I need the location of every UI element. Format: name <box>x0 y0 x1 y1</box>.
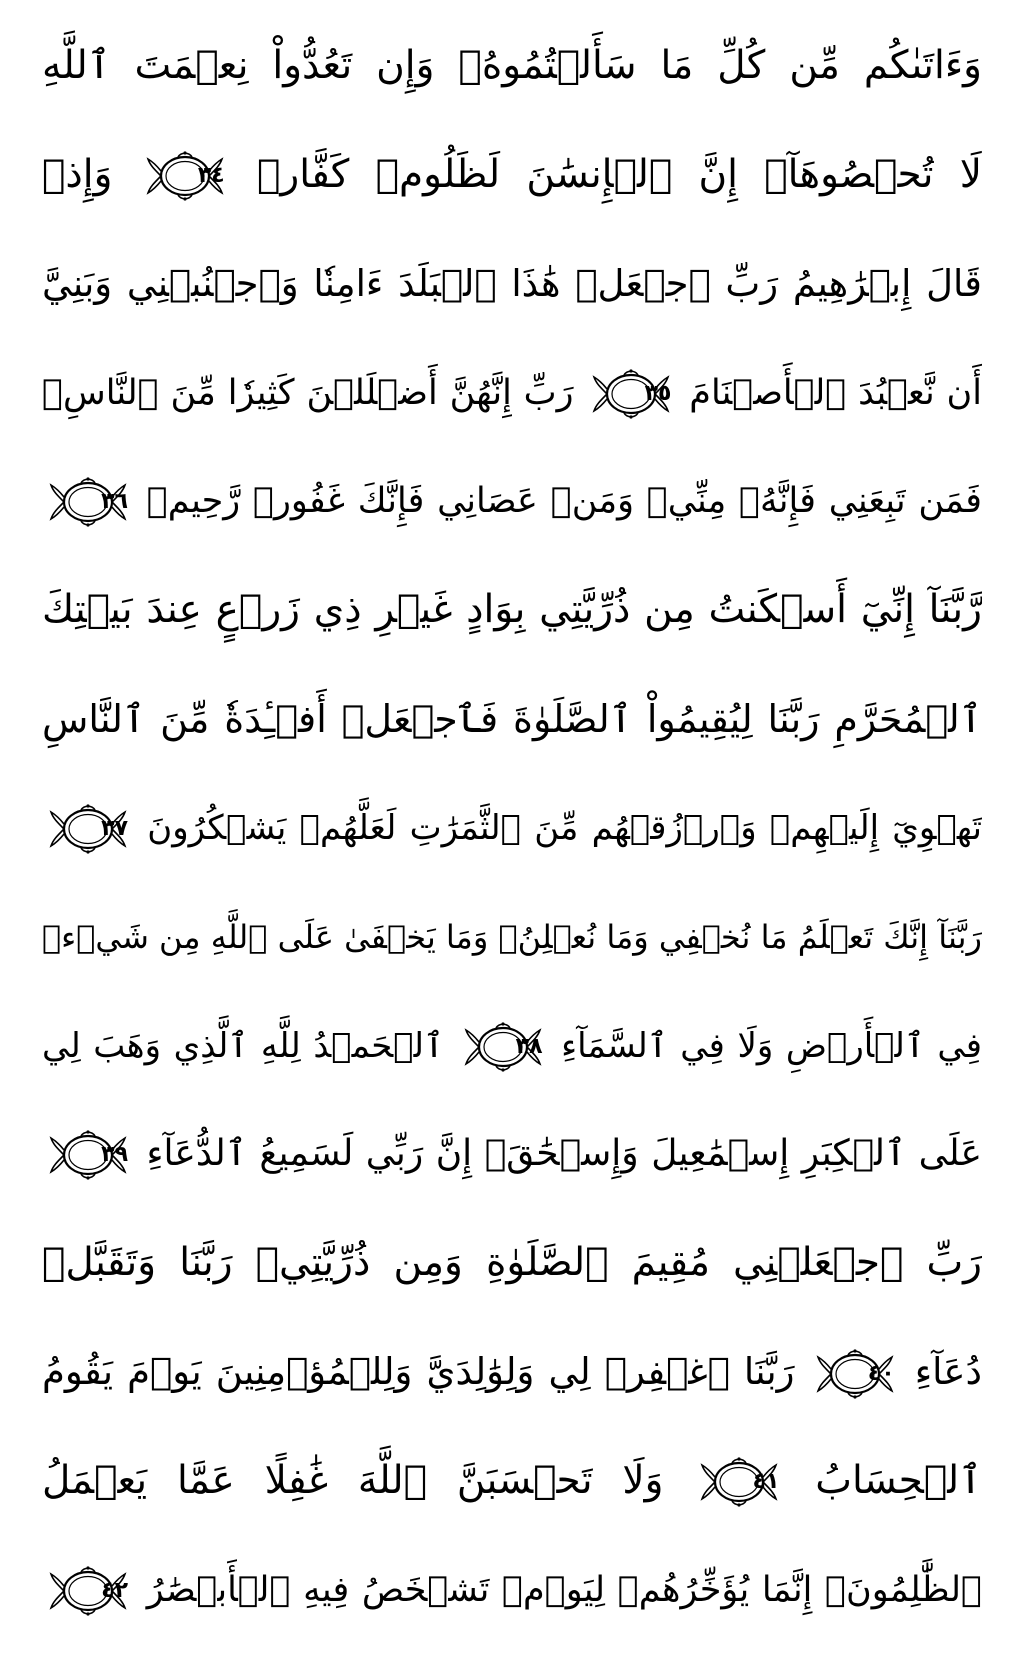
ayah-number: ٣٦ <box>101 489 128 515</box>
verse-line <box>42 453 982 549</box>
verse-text: فَمَن تَبِعَنِي فَإِنَّهُۥ مِنِّيۖ وَمَنۡ عَصَانِي فَإِنَّكَ غَفُورٞ رَّحِيمٞ <box>146 481 982 522</box>
ayah-number: ٣٥ <box>644 380 672 406</box>
ayah-number-marker <box>815 1347 895 1401</box>
ayah-number: ٣٧ <box>101 816 128 842</box>
ayah-number-marker <box>699 1455 779 1509</box>
ayah-number: ٣٤ <box>197 163 225 189</box>
verse-line <box>42 1215 982 1311</box>
verse-text: أَن نَّعۡبُدَ ٱلۡأَصۡنَامَ <box>689 372 982 413</box>
verse-text: لَا تُحۡصُوهَآۗ إِنَّ ٱلۡإِنسَٰنَ لَظَلُومٞ كَفَّارٞ <box>256 151 982 197</box>
verse-line <box>42 127 982 223</box>
verse-line <box>42 671 982 767</box>
ayah-number: ٣٨ <box>515 1034 543 1060</box>
verse-lines <box>42 18 982 1638</box>
verse-text: ٱلۡحِسَابُ <box>815 1457 982 1503</box>
verse-text: رَبِّ ٱجۡعَلۡنِي مُقِيمَ ٱلصَّلَوٰةِ وَمِن ذُرِّيَّتِيۚ رَبَّنَا وَتَقَبَّلۡ <box>42 1240 982 1286</box>
verse-text: رَبِّ إِنَّهُنَّ أَضۡلَلۡنَ كَثِيرٗا مِّنَ ٱلنَّاسِۖ <box>42 372 574 413</box>
verse-text: وَإِذۡ <box>42 151 113 197</box>
verse-line <box>42 998 982 1094</box>
verse-line <box>42 562 982 658</box>
verse-line <box>42 1542 982 1638</box>
verse-text: وَلَا تَحۡسَبَنَّ ٱللَّهَ غَٰفِلًا عَمَّا يَعۡمَلُ <box>42 1457 664 1503</box>
verse-text: رَّبَّنَآ إِنِّيٓ أَسۡكَنتُ مِن ذُرِّيَّتِي بِوَادٍ غَيۡرِ ذِي زَرۡعٍ عِندَ بَيۡتِكَ <box>42 587 982 633</box>
ayah-number-marker <box>48 802 128 856</box>
verse-text: ٱلۡمُحَرَّمِ رَبَّنَا لِيُقِيمُواْ ٱلصَّلَوٰةَ فَٱجۡعَلۡ أَفۡـِٔدَةٗ مِّنَ ٱلنَّاسِ <box>42 697 982 742</box>
ayah-number-marker <box>145 149 225 203</box>
verse-line <box>42 1324 982 1420</box>
verse-text: عَلَى ٱلۡكِبَرِ إِسۡمَٰعِيلَ وَإِسۡحَٰقَۚ إِنَّ رَبِّي لَسَمِيعُ ٱلدُّعَآءِ <box>146 1133 982 1175</box>
ayah-number-marker <box>591 367 671 421</box>
verse-text: فِي ٱلۡأَرۡضِ وَلَا فِي ٱلسَّمَآءِ <box>561 1025 982 1066</box>
ayah-number-marker <box>48 475 128 529</box>
ayah-number-marker <box>48 1564 128 1618</box>
verse-text: دُعَآءِ <box>914 1350 982 1394</box>
verse-text: وَءَاتَىٰكُم مِّن كُلِّ مَا سَأَلۡتُمُوهُۚ وَإِن تَعُدُّواْ نِعۡمَتَ ٱللَّهِ <box>42 43 982 88</box>
ayah-number-marker <box>48 1128 128 1182</box>
ayah-number-marker <box>463 1020 543 1074</box>
ayah-number: ٤١ <box>752 1469 780 1495</box>
verse-text: ٱلۡحَمۡدُ لِلَّهِ ٱلَّذِي وَهَبَ لِي <box>42 1025 444 1066</box>
verse-line <box>42 236 982 332</box>
verse-text: رَبَّنَآ إِنَّكَ تَعۡلَمُ مَا نُخۡفِي وَمَا نُعۡلِنُۗ وَمَا يَخۡفَىٰ عَلَى ٱللَّهِ مِن شَيۡءٖ <box>42 917 982 956</box>
ayah-number: ٤٢ <box>101 1577 128 1603</box>
verse-text: قَالَ إِبۡرَٰهِيمُ رَبِّ ٱجۡعَلۡ هَٰذَا ٱلۡبَلَدَ ءَامِنٗا وَٱجۡنُبۡنِي وَبَنِيَّ <box>42 261 982 305</box>
ayah-number: ٣٩ <box>101 1142 128 1168</box>
verse-text: ٱلظَّٰلِمُونَۚ إِنَّمَا يُؤَخِّرُهُمۡ لِيَوۡمٖ تَشۡخَصُ فِيهِ ٱلۡأَبۡصَٰرُ <box>146 1569 982 1610</box>
verse-text: تَهۡوِيٓ إِلَيۡهِمۡ وَٱرۡزُقۡهُم مِّنَ ٱلثَّمَرَٰتِ لَعَلَّهُمۡ يَشۡكُرُونَ <box>147 807 982 848</box>
verse-line <box>42 1433 982 1529</box>
verse-text: رَبَّنَا ٱغۡفِرۡ لِي وَلِوَٰلِدَيَّ وَلِلۡمُؤۡمِنِينَ يَوۡمَ يَقُومُ <box>42 1350 795 1394</box>
verse-line <box>42 1106 982 1202</box>
verse-line <box>42 345 982 441</box>
verse-line <box>42 18 982 114</box>
verse-line <box>42 889 982 985</box>
ayah-number: ٤٠ <box>867 1360 895 1386</box>
verse-line <box>42 780 982 876</box>
